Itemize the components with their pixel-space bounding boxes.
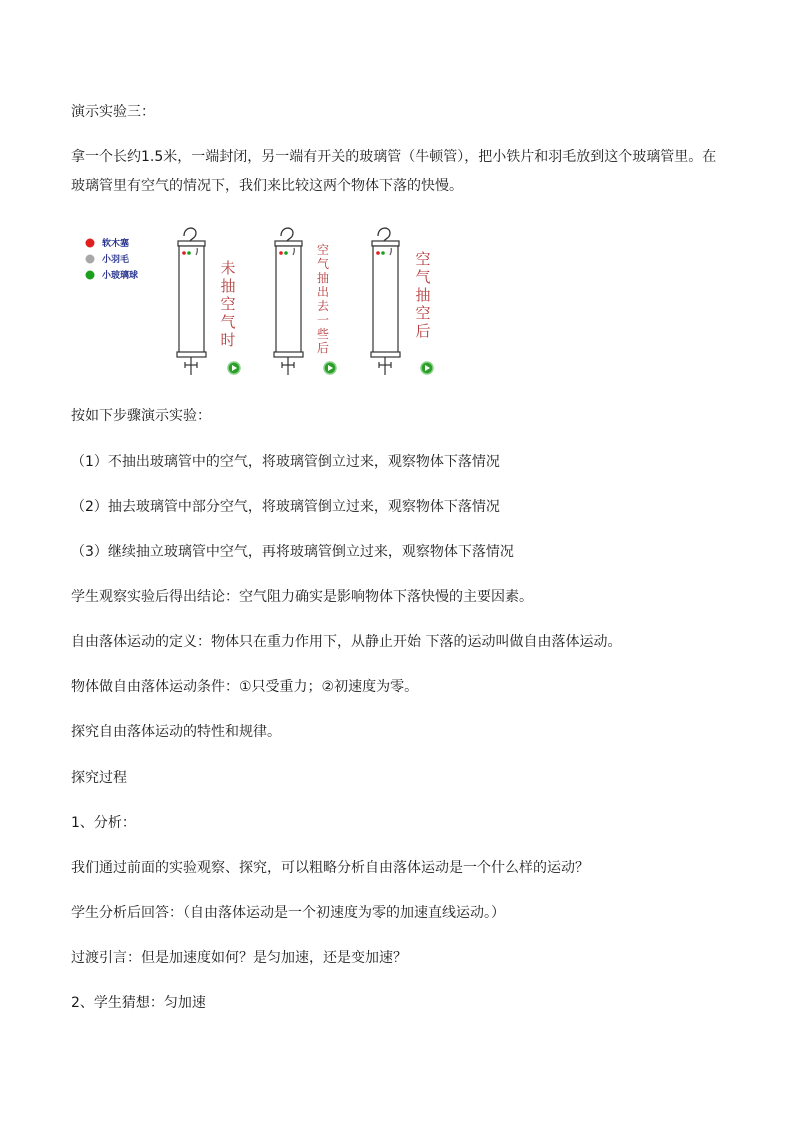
svg-text:时: 时 bbox=[220, 331, 236, 349]
tube-2-label bbox=[317, 242, 329, 355]
question: 我们通过前面的实验观察、探究，可以粗略分析自由落体运动是一个什么样的运动？ bbox=[71, 860, 589, 876]
intro-line-2: 玻璃管里有空气的情况下，我们来比较这两个物体下落的快慢。 bbox=[71, 178, 463, 194]
svg-text:气: 气 bbox=[220, 313, 236, 331]
steps-intro: 按如下步骤演示实验： bbox=[71, 408, 211, 424]
svg-text:空: 空 bbox=[415, 250, 431, 268]
svg-text:后: 后 bbox=[415, 322, 431, 340]
explore: 探究自由落体运动的特性和规律。 bbox=[71, 724, 281, 740]
svg-text:去: 去 bbox=[316, 299, 330, 313]
conclusion: 学生观察实验后得出结论：空气阻力确实是影响物体下落快慢的主要因素。 bbox=[71, 589, 533, 605]
glass-tube bbox=[179, 246, 204, 354]
guess: 2、学生猜想：匀加速 bbox=[71, 995, 206, 1011]
condition: 物体做自由落体运动条件：①只受重力；②初速度为零。 bbox=[71, 679, 419, 695]
legend-dot-glass-ball bbox=[86, 271, 95, 280]
tube-2 bbox=[274, 228, 336, 375]
legend-label-glass-ball: 小玻璃球 bbox=[102, 271, 139, 281]
svg-text:空: 空 bbox=[220, 295, 236, 313]
svg-text:出: 出 bbox=[316, 285, 330, 299]
svg-text:气: 气 bbox=[316, 257, 330, 271]
step-2: （2）抽去玻璃管中部分空气，将玻璃管倒立过来，观察物体下落情况 bbox=[71, 499, 500, 515]
tube-3-label bbox=[415, 250, 430, 340]
analysis-title: 1、分析： bbox=[71, 815, 136, 831]
tube-1-label bbox=[220, 259, 235, 349]
svg-text:抽: 抽 bbox=[316, 271, 330, 285]
legend-label-cork: 软木塞 bbox=[102, 239, 130, 249]
step-1: （1）不抽出玻璃管中的空气，将玻璃管倒立过来，观察物体下落情况 bbox=[71, 454, 500, 470]
intro-line-1: 拿一个长约1.5米，一端封闭，另一端有开关的玻璃管（牛顿管），把小铁片和羽毛放到这个玻璃管里。在 bbox=[71, 149, 717, 165]
svg-text:后: 后 bbox=[316, 341, 330, 355]
legend-label-feather: 小羽毛 bbox=[102, 255, 130, 265]
hook-icon bbox=[281, 228, 293, 241]
svg-text:未: 未 bbox=[220, 259, 236, 277]
legend-dot-cork bbox=[86, 239, 95, 248]
svg-text:一: 一 bbox=[316, 313, 330, 327]
definition: 自由落体运动的定义：物体只在重力作用下，从静止开始 下落的运动叫做自由落体运动。 bbox=[71, 634, 622, 650]
svg-text:些: 些 bbox=[316, 327, 330, 341]
svg-text:抽: 抽 bbox=[415, 286, 431, 304]
heading: 演示实验三： bbox=[71, 104, 155, 120]
legend bbox=[86, 237, 139, 281]
glass-tube bbox=[276, 246, 301, 354]
tube-3 bbox=[371, 228, 433, 375]
transition: 过渡引言：但是加速度如何？是匀加速，还是变加速？ bbox=[71, 950, 407, 966]
process-title: 探究过程 bbox=[71, 770, 127, 786]
svg-text:空: 空 bbox=[415, 304, 431, 322]
tube-1 bbox=[177, 228, 240, 375]
svg-text:空: 空 bbox=[316, 243, 330, 257]
hook-icon bbox=[378, 228, 390, 241]
step-3: （3）继续抽立玻璃管中空气，再将玻璃管倒立过来，观察物体下落情况 bbox=[71, 544, 514, 560]
svg-text:抽: 抽 bbox=[220, 277, 236, 295]
hook-icon bbox=[184, 228, 196, 241]
newton-tube-figure bbox=[80, 222, 450, 380]
svg-text:气: 气 bbox=[415, 268, 431, 286]
glass-tube bbox=[373, 246, 398, 354]
answer: 学生分析后回答：（自由落体运动是一个初速度为零的加速直线运动。） bbox=[71, 905, 505, 921]
legend-dot-feather bbox=[86, 255, 95, 264]
